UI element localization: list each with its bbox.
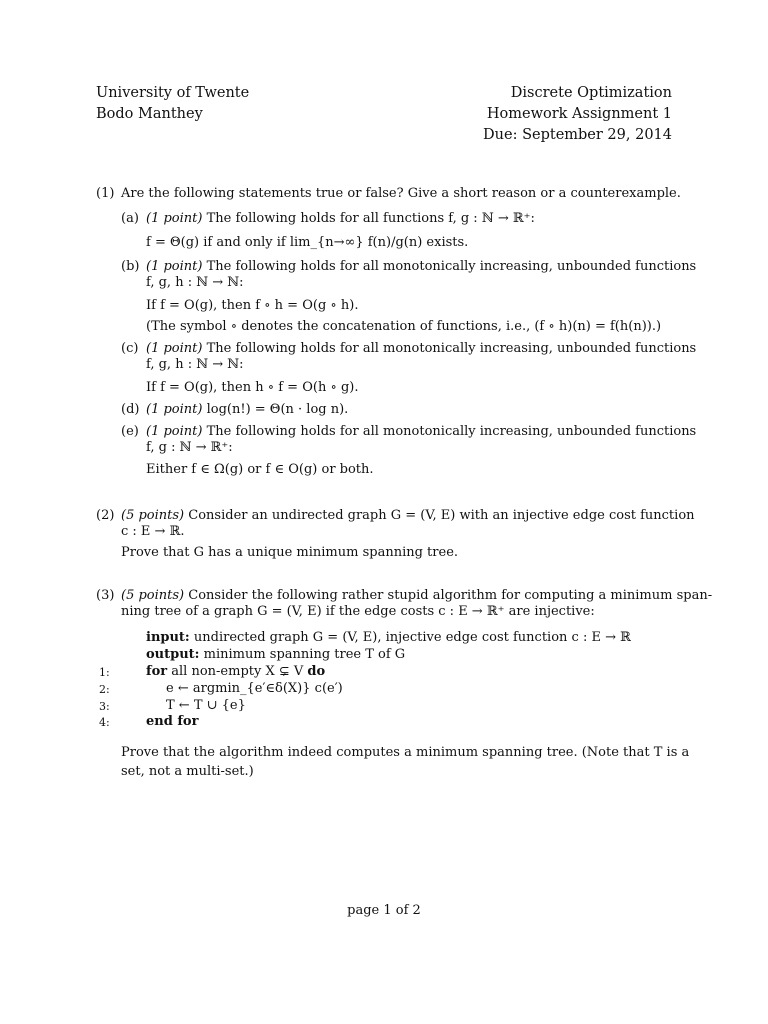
header-left (96, 83, 249, 125)
problem-3-line1: Consider the following rather stupid algorithm for computing a minimum span- (188, 588, 713, 603)
part-d-label: (d) (121, 402, 140, 417)
algorithm-line-number: 2: (99, 683, 110, 696)
part-e-text-line2: f, g : ℕ → ℝ⁺: (146, 440, 233, 455)
part-b-text-line1: The following holds for all monotonically increasing, unbounded functions (206, 259, 697, 274)
algorithm-line-2: e ← argmin_{e′∈δ(X)} c(e′) (166, 681, 343, 696)
part-b-body (146, 258, 696, 275)
author-name: Bodo Manthey (96, 106, 203, 122)
algorithm-input (146, 629, 631, 646)
page-number: page 1 of 2 (347, 903, 421, 918)
problem-3-task-line1: Prove that the algorithm indeed computes a minimum spanning tree. (Note that T is a (121, 745, 690, 760)
problem-2-line2: c : E → ℝ. (121, 524, 185, 539)
part-c-points: (1 point) (146, 341, 203, 356)
problem-3-line2: ning tree of a graph G = (V, E) if the edge costs c : E → ℝ⁺ are injective: (121, 604, 595, 619)
problem-2-line1: Consider an undirected graph G = (V, E) with an injective edge cost function (188, 508, 695, 523)
problem-3-body (121, 587, 712, 604)
part-b-points: (1 point) (146, 259, 203, 274)
problem-1-intro: Are the following statements true or false? Give a short reason or a counterexample. (121, 186, 681, 201)
part-e-points: (1 point) (146, 424, 203, 439)
university-name: University of Twente (96, 85, 250, 101)
part-a-body (146, 210, 535, 227)
header-right (483, 83, 672, 146)
part-a-text: The following holds for all functions f, g : ℕ → ℝ⁺: (206, 211, 535, 226)
problem-2-points: (5 points) (121, 508, 185, 523)
part-e-text-line1: The following holds for all monotonically increasing, unbounded functions (206, 424, 697, 439)
keyword-for: for (146, 664, 168, 679)
algorithm-line-number: 4: (99, 716, 110, 729)
algorithm-output (146, 646, 405, 663)
part-c-body (146, 340, 696, 357)
problem-1-number: (1) (96, 186, 115, 201)
part-c-text-line2: f, g, h : ℕ → ℕ: (146, 357, 244, 372)
algorithm-line-1-text: all non-empty X ⊊ V (171, 664, 304, 679)
algorithm-line-number: 1: (99, 666, 110, 679)
course-name: Discrete Optimization (510, 85, 672, 101)
part-e-body (146, 423, 696, 440)
part-e-statement: Either f ∈ Ω(g) or f ∈ O(g) or both. (146, 462, 374, 477)
problem-3-points: (5 points) (121, 588, 185, 603)
algorithm-line-4: end for (146, 714, 199, 729)
part-a-points: (1 point) (146, 211, 203, 226)
problem-3-task-line2: set, not a multi-set.) (121, 764, 254, 779)
assignment-title: Homework Assignment 1 (486, 106, 672, 122)
keyword-do: do (307, 664, 326, 679)
part-b-statement: If f = O(g), then f ∘ h = O(g ∘ h). (146, 298, 359, 313)
algorithm-line-number: 3: (99, 700, 110, 713)
problem-2-number: (2) (96, 508, 115, 523)
output-text: minimum spanning tree T of G (203, 647, 406, 662)
part-c-statement: If f = O(g), then h ∘ f = O(h ∘ g). (146, 380, 359, 395)
problem-3-number: (3) (96, 588, 115, 603)
input-text: undirected graph G = (V, E), injective edge cost function c : E → ℝ (193, 630, 631, 645)
part-d-points: (1 point) (146, 402, 203, 417)
output-keyword: output: (146, 647, 200, 662)
part-b-note: (The symbol ∘ denotes the concatenation of functions, i.e., (f ∘ h)(n) = f(h(n)).) (146, 319, 662, 334)
due-date: Due: September 29, 2014 (483, 127, 672, 143)
part-a-statement: f = Θ(g) if and only if lim_{n→∞} f(n)/g(n) exists. (146, 235, 469, 250)
part-c-label: (c) (121, 341, 139, 356)
part-e-label: (e) (121, 424, 139, 439)
problem-2-task: Prove that G has a unique minimum spanning tree. (121, 545, 459, 560)
part-b-text-line2: f, g, h : ℕ → ℕ: (146, 275, 244, 290)
part-a-label: (a) (121, 211, 139, 226)
algorithm-line-3: T ← T ∪ {e} (166, 698, 246, 713)
problem-2-body (121, 507, 695, 524)
input-keyword: input: (146, 630, 190, 645)
part-d-text: log(n!) = Θ(n · log n). (206, 402, 349, 417)
part-c-text-line1: The following holds for all monotonically increasing, unbounded functions (206, 341, 697, 356)
part-d-body (146, 401, 348, 418)
part-b-label: (b) (121, 259, 140, 274)
algorithm-line-1 (146, 663, 325, 680)
